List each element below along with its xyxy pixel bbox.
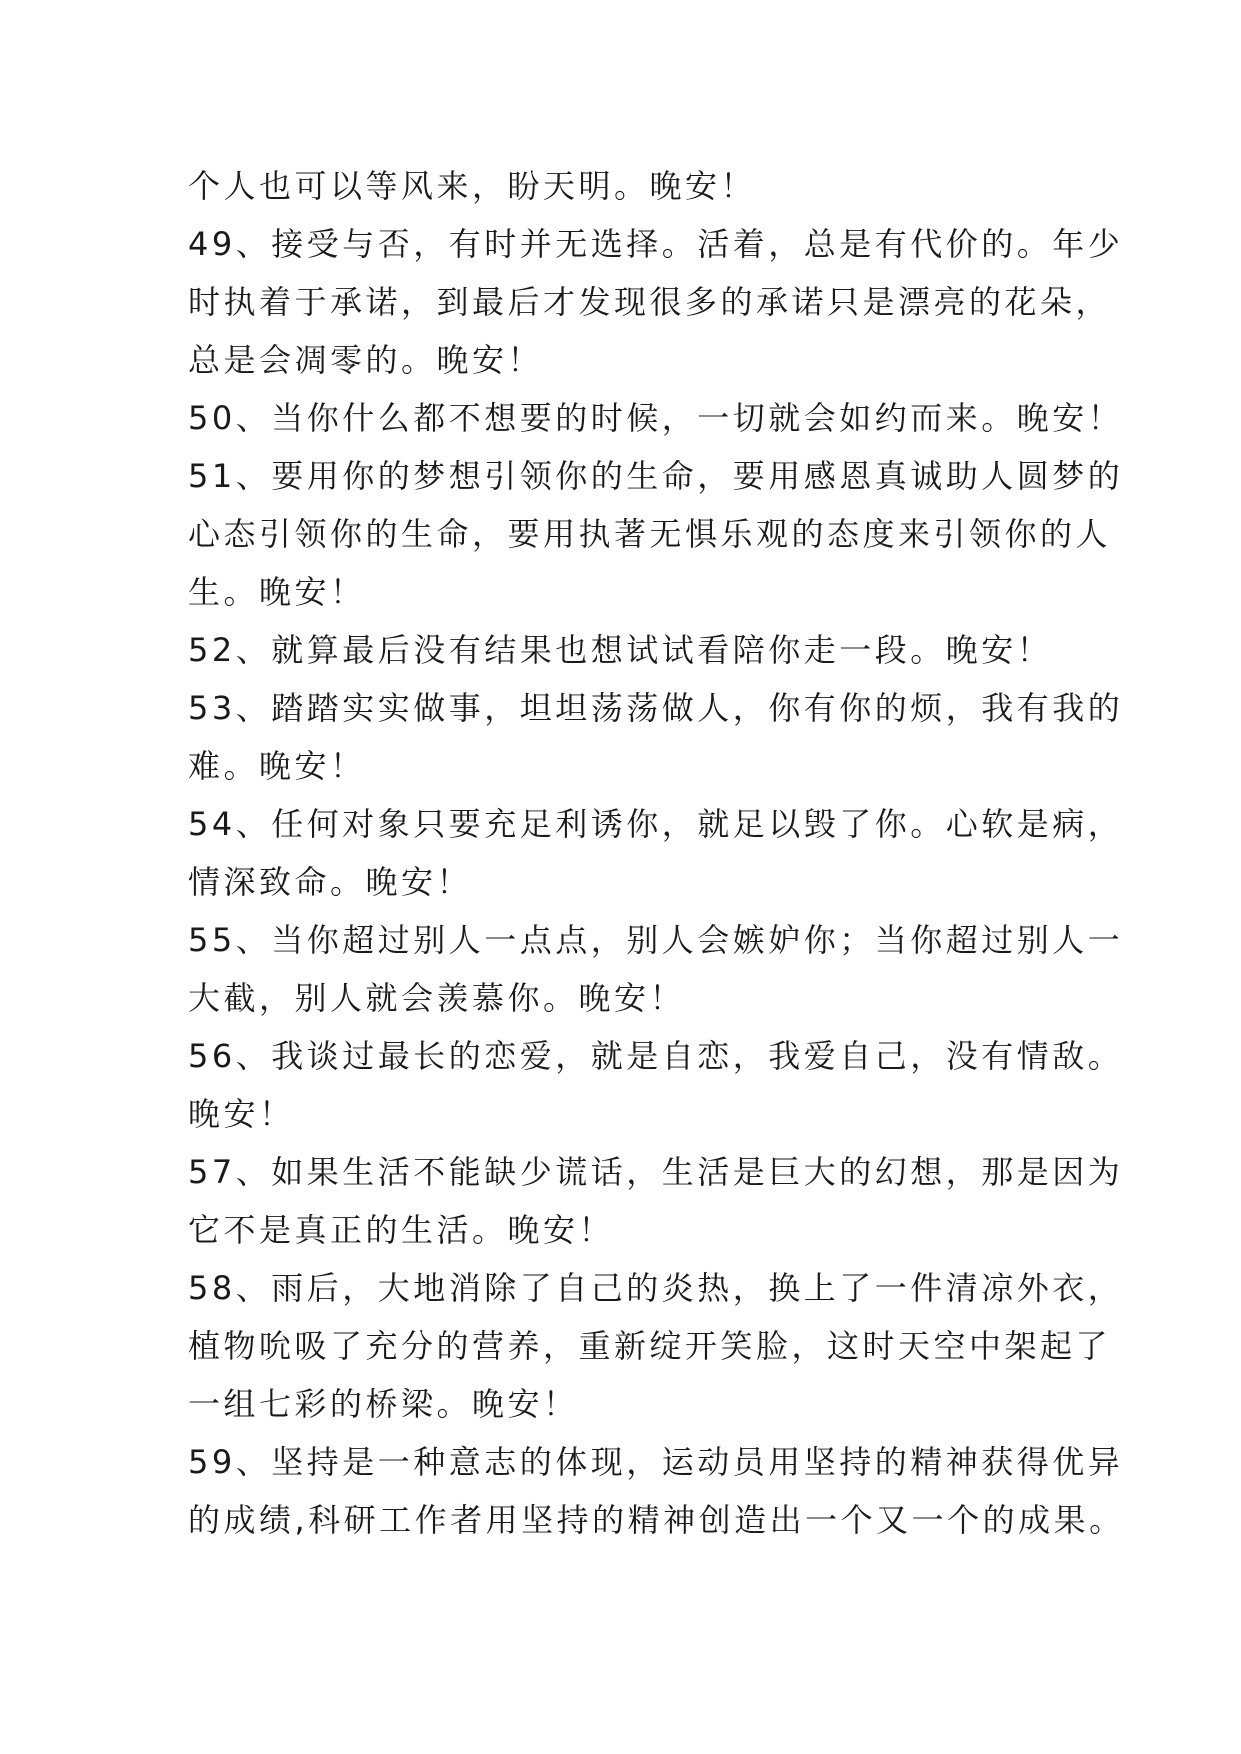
text-line: 个人也可以等风来，盼天明。晚安！ <box>188 167 757 205</box>
text-line: 54、任何对象只要充足利诱你，就足以毁了你。心软是病， <box>188 805 1124 843</box>
text-line: 的成绩,科研工作者用坚持的精神创造出一个又一个的成果。 <box>188 1501 1125 1539</box>
text-line: 大截，别人就会羡慕你。晚安！ <box>188 979 686 1017</box>
text-line: 难。晚安！ <box>188 747 366 785</box>
text-line: 53、踏踏实实做事，坦坦荡荡做人，你有你的烦，我有我的 <box>188 689 1124 727</box>
text-line: 一组七彩的桥梁。晚安！ <box>188 1385 579 1423</box>
text-line: 50、当你什么都不想要的时候，一切就会如约而来。晚安！ <box>188 399 1124 437</box>
text-line: 56、我谈过最长的恋爱，就是自恋，我爱自己，没有情敌。 <box>188 1037 1124 1075</box>
text-line: 57、如果生活不能缺少谎话，生活是巨大的幻想，那是因为 <box>188 1153 1124 1191</box>
text-line: 49、接受与否，有时并无选择。活着，总是有代价的。年少 <box>188 225 1124 263</box>
text-line: 情深致命。晚安！ <box>188 863 473 901</box>
text-line: 它不是真正的生活。晚安！ <box>188 1211 615 1249</box>
text-line: 总是会凋零的。晚安！ <box>188 341 544 379</box>
text-line: 58、雨后，大地消除了自己的炎热，换上了一件清凉外衣， <box>188 1269 1124 1307</box>
text-line: 植物吮吸了充分的营养，重新绽开笑脸，这时天空中架起了 <box>188 1327 1112 1365</box>
text-line: 52、就算最后没有结果也想试试看陪你走一段。晚安！ <box>188 631 1053 669</box>
text-line: 55、当你超过别人一点点，别人会嫉妒你；当你超过别人一 <box>188 921 1124 959</box>
text-line: 时执着于承诺，到最后才发现很多的承诺只是漂亮的花朵， <box>188 283 1112 321</box>
text-line: 晚安！ <box>188 1095 295 1133</box>
text-line: 51、要用你的梦想引领你的生命，要用感恩真诚助人圆梦的 <box>188 457 1124 495</box>
text-line: 心态引领你的生命，要用执著无惧乐观的态度来引领你的人 <box>188 515 1112 553</box>
text-line: 59、坚持是一种意志的体现，运动员用坚持的精神获得优异 <box>188 1443 1124 1481</box>
text-line: 生。晚安！ <box>188 573 366 611</box>
body-text <box>188 157 1125 1549</box>
